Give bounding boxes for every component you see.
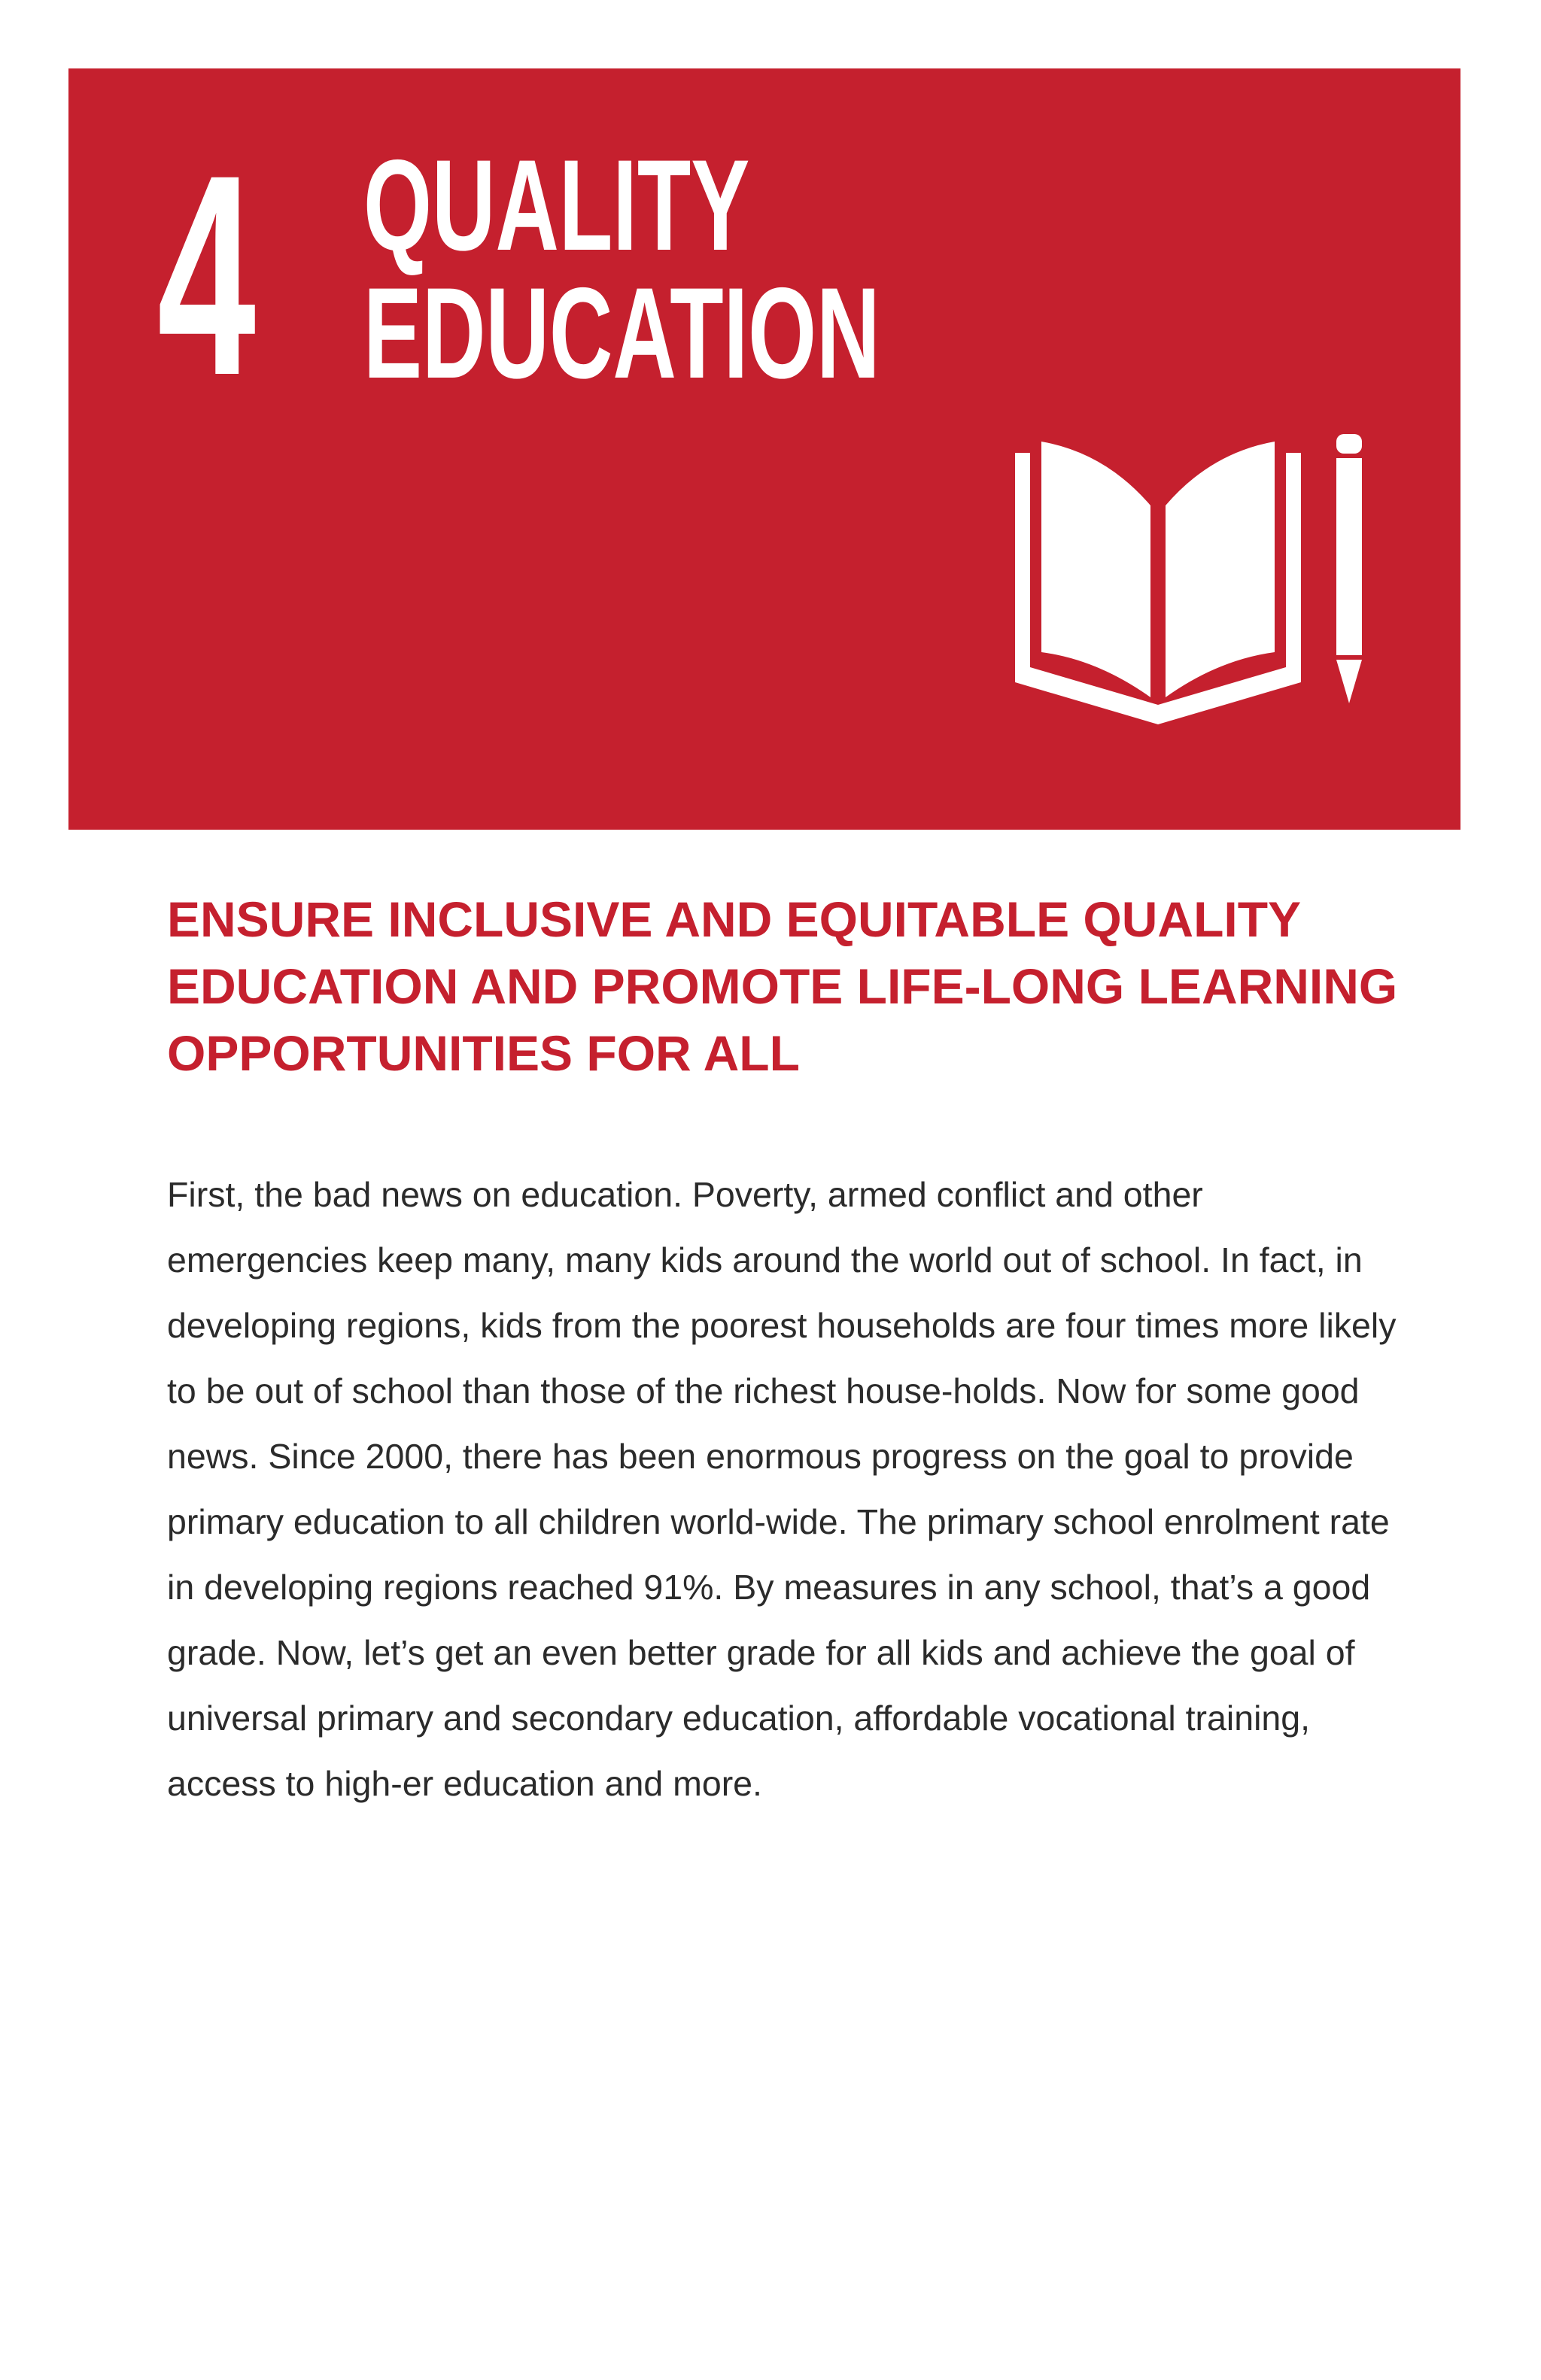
goal-title-line-1: QUALITY bbox=[363, 133, 750, 278]
goal-title bbox=[363, 133, 880, 405]
goal-title-line-2: EDUCATION bbox=[363, 261, 880, 405]
goal-banner bbox=[68, 68, 1460, 830]
goal-heading: ENSURE INCLUSIVE AND EQUITABLE QUALITY EDUCATION AND PROMOTE LIFE-LONG LEARNING OPPORTUNITIES FOR ALL bbox=[167, 891, 1398, 1081]
goal-number: 4 bbox=[157, 115, 251, 435]
book-and-pencil-icon bbox=[1015, 434, 1369, 727]
goal-description: First, the bad news on education. Poverty, armed conflict and other emergencies keep many, many kids around the world out of school. In fact, in developing regions, kids from the poorest households are four times more likely to be out of school than those of the richest house-holds. Now for some good news. Since 2000, there has been enormous progress on the goal to provide primary education to all children world-wide. The primary school enrolment rate in developing regions reached 91%. By measures in any school, that’s a good grade. Now, let’s get an even better grade for all kids and achieve the goal of universal primary and secondary education, affordable vocational training, access to high-er education and more. bbox=[167, 1175, 1397, 1803]
